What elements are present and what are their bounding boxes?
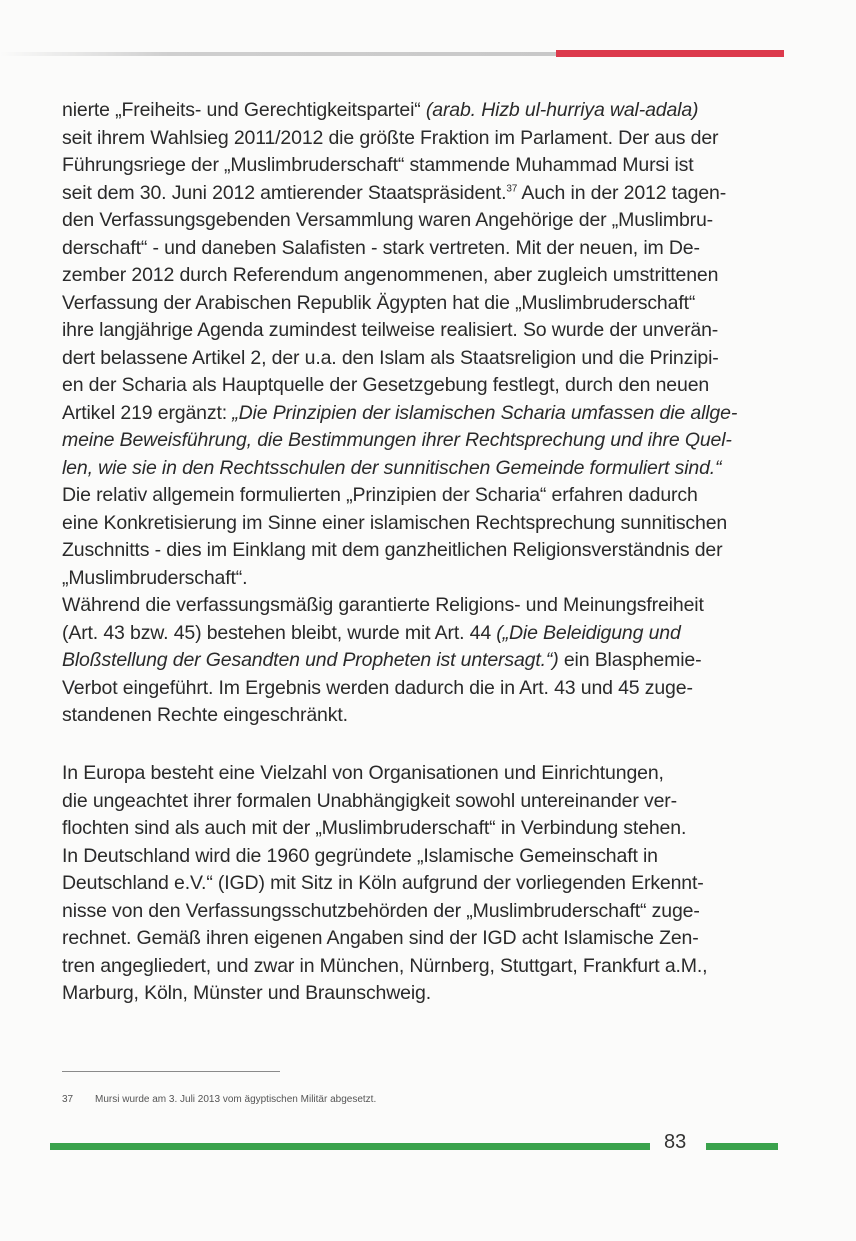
- text-line: [62, 510, 782, 538]
- text-run: en der Scharia als Hauptquelle der Gesetzgebung festlegt, durch den neuen: [62, 374, 710, 396]
- footer-rule-green: [50, 1143, 650, 1150]
- footnote-separator: [62, 1071, 280, 1072]
- text-line: [62, 455, 782, 483]
- text-run: Deutschland e.V.“ (IGD) mit Sitz in Köln aufgrund der vorliegenden Erkennt-: [62, 872, 704, 894]
- text-line: [62, 980, 782, 1008]
- text-run: Die relativ allgemein formulierten „Prinzipien der Scharia“ erfahren dadurch: [62, 484, 698, 506]
- text-run: Bloßstellung der Gesandten und Propheten ist untersagt.“): [62, 649, 559, 671]
- text-run: (Art. 43 bzw. 45) bestehen bleibt, wurde mit Art. 44: [62, 621, 497, 644]
- text-line: [62, 815, 782, 843]
- text-run: In Deutschland wird die 1960 gegründete „Islamische Gemeinschaft in: [62, 844, 658, 867]
- text-run: zember 2012 durch Referendum angenommenen, aber zugleich umstrittenen: [62, 264, 719, 286]
- header-rule-grey: [0, 52, 560, 56]
- text-line: [62, 592, 782, 620]
- text-line: [62, 372, 782, 400]
- text-line: [62, 565, 782, 593]
- text-line: [62, 870, 782, 898]
- text-line: [62, 152, 782, 180]
- body-paragraph-2: [62, 760, 782, 1008]
- text-line: [62, 427, 782, 455]
- text-run: eine Konkretisierung im Sinne einer islamischen Rechtsprechung sunnitischen: [62, 511, 728, 534]
- text-run: seit ihrem Wahlsieg 2011/2012 die größte Fraktion im Parlament. Der aus der: [62, 126, 719, 149]
- text-run: die ungeachtet ihrer formalen Unabhängigkeit sowohl untereinander ver-: [62, 789, 677, 812]
- text-run: Während die verfassungsmäßig garantierte Religions- und Meinungsfreiheit: [62, 594, 704, 616]
- text-run: Führungsriege der „Muslimbruderschaft“ stammende Muhammad Mursi ist: [62, 154, 694, 176]
- text-line: [62, 898, 782, 926]
- text-run: seit dem 30. Juni 2012 amtierender Staatspräsident.: [62, 181, 507, 204]
- text-line: [62, 843, 782, 871]
- text-run: dert belassene Artikel 2, der u.a. den Islam als Staatsreligion und die Prinzipi-: [62, 346, 719, 369]
- text-run: den Verfassungsgebenden Versammlung waren Angehörige der „Muslimbru-: [62, 209, 714, 231]
- text-line: [62, 400, 782, 428]
- text-run: meine Beweisführung, die Bestimmungen ihrer Rechtsprechung und ihre Quel-: [62, 429, 732, 451]
- text-run: Verbot eingeführt. Im Ergebnis werden dadurch die in Art. 43 und 45 zuge-: [62, 676, 693, 699]
- text-line: [62, 647, 782, 675]
- footnote-number: 37: [62, 1094, 74, 1105]
- text-run: „Muslimbruderschaft“.: [62, 566, 248, 589]
- text-run: Artikel 219 ergänzt:: [62, 401, 233, 424]
- text-run: ein Blasphemie-: [558, 649, 702, 671]
- text-run: (arab. Hizb ul-hurriya wal-adala): [425, 99, 699, 121]
- body-paragraph-1: [62, 97, 782, 730]
- text-run: „Die Prinzipien der islamischen Scharia umfassen die allge-: [232, 401, 738, 424]
- text-line: [62, 180, 782, 208]
- text-run: rechnet. Gemäß ihren eigenen Angaben sind der IGD acht Islamische Zen-: [62, 927, 699, 949]
- header-rule-red: [556, 50, 784, 57]
- text-run: standenen Rechte eingeschränkt.: [62, 704, 348, 726]
- text-run: ihre langjährige Agenda zumindest teilweise realisiert. So wurde der unverän-: [62, 319, 719, 341]
- text-run: („Die Beleidigung und: [496, 621, 681, 644]
- text-line: [62, 97, 782, 125]
- text-run: nierte „Freiheits- und Gerechtigkeitspartei“: [62, 99, 426, 121]
- text-run: Verfassung der Arabischen Republik Ägypten hat die „Muslimbruderschaft“: [62, 291, 696, 314]
- text-run: len, wie sie in den Rechtsschulen der sunnitischen Gemeinde formuliert sind.“: [62, 456, 722, 479]
- text-line: [62, 953, 782, 981]
- text-run: Zuschnitts - dies im Einklang mit dem ganzheitlichen Religionsverständnis der: [62, 539, 723, 561]
- text-line: [62, 788, 782, 816]
- text-run: Marburg, Köln, Münster und Braunschweig.: [62, 982, 432, 1004]
- text-run: Auch in der 2012 tagen-: [517, 181, 727, 204]
- text-run: flochten sind als auch mit der „Muslimbruderschaft“ in Verbindung stehen.: [62, 817, 687, 839]
- text-run: derschaft“ - und daneben Salafisten - stark vertreten. Mit der neuen, im De-: [62, 236, 700, 259]
- text-run: In Europa besteht eine Vielzahl von Organisationen und Einrichtungen,: [62, 762, 664, 784]
- footnote-ref: 37: [506, 183, 518, 194]
- text-line: [62, 317, 782, 345]
- text-line: [62, 675, 782, 703]
- text-run: tren angegliedert, und zwar in München, Nürnberg, Stuttgart, Frankfurt a.M.,: [62, 954, 708, 977]
- text-line: [62, 262, 782, 290]
- text-line: [62, 290, 782, 318]
- text-line: [62, 620, 782, 648]
- text-line: [62, 125, 782, 153]
- text-run: nisse von den Verfassungsschutzbehörden der „Muslimbruderschaft“ zuge-: [62, 899, 700, 922]
- text-line: [62, 925, 782, 953]
- text-line: [62, 537, 782, 565]
- text-line: [62, 345, 782, 373]
- text-line: [62, 235, 782, 263]
- page-number: 83: [664, 1131, 687, 1153]
- footer-rule-green-short: [706, 1143, 778, 1150]
- text-line: [62, 760, 782, 788]
- text-line: [62, 207, 782, 235]
- text-line: [62, 482, 782, 510]
- text-line: [62, 702, 782, 730]
- footnote-text: Mursi wurde am 3. Juli 2013 vom ägyptischen Militär abgesetzt.: [95, 1094, 377, 1105]
